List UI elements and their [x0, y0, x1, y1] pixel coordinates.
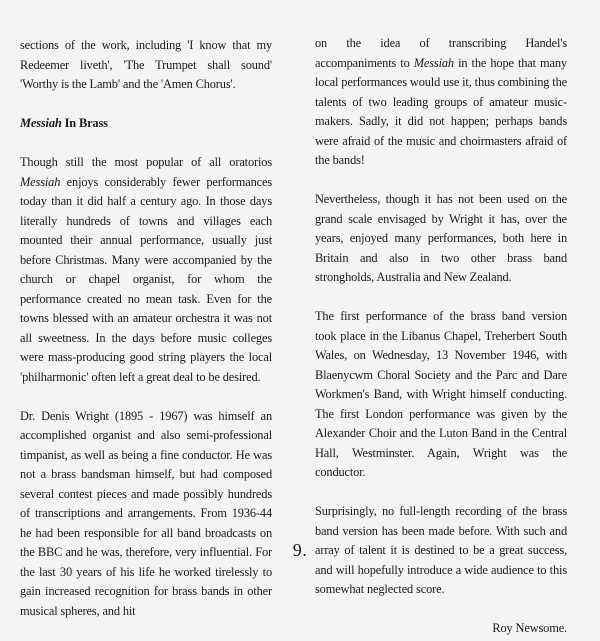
section-heading: [20, 114, 272, 134]
page-number: 9.: [292, 540, 308, 560]
paragraph-first-performance: The first performance of the brass band version took place in the Libanus Chapel, Treherbert South Wales, on Wednesday, 13 November 1946, with Blaenycwm Choral Society and the Parc and Dare Workmen's Band, with Wright himself conducting. The first London performance was given by the Alexander Choir and the Luton Band in the Central Hall, Westminster. Again, Wright was the conductor.: [315, 309, 567, 479]
paragraph-surprisingly: Surprisingly, no full-length recording of the brass band version has been made before. With such and array of talent it is destined to be a great success, and will hopefully introduce a wide audience to this somewhat neglected score.: [315, 504, 567, 596]
author-signature: Roy Newsome.: [492, 621, 567, 635]
paragraph-nevertheless: Nevertheless, though it has not been used on the grand scale envisaged by Wright it has, over the years, enjoyed many performances, both here in Britain and also in two other brass band strongholds, Australia and New Zealand.: [315, 192, 567, 284]
heading-rest: In Brass: [61, 116, 108, 130]
paragraph-handel: [315, 34, 567, 171]
p1-post: enjoys considerably fewer performances today than it did half a century ago. In those days literally hundreds of towns and villages each mounted their annual performance, usually just before Christmas. Many were accompanied by the church or chapel organist, for whom the performance created no mean task. Even for the towns blessed with an amateur orchestra it was not all sweetness. In the days before music colleges were mass-producing good string players the local 'philharmonic' often left a great deal to be desired.: [20, 174, 272, 384]
heading-italic: Messiah: [20, 116, 62, 130]
p1-italic: Messiah: [20, 174, 61, 189]
r1-pre: on the idea of transcribing Handel's accompaniments to: [315, 36, 567, 70]
intro-paragraph: sections of the work, including 'I know that my Redeemer liveth', 'The Trumpet shall sound' 'Worthy is the Lamb' and the 'Amen Chorus'.: [20, 38, 272, 91]
p1-pre: Though still the most popular of all oratorios: [20, 155, 272, 169]
r1-post: in the hope that many local performances would use it, thus combining the talents of two leading groups of amateur music-makers. Sadly, it did not happen; perhaps bands were afraid of the music and choirmasters afraid of the bands!: [315, 55, 567, 167]
r1-italic: Messiah: [413, 55, 454, 70]
paragraph-oratorios: [20, 153, 272, 387]
paragraph-denis-wright: Dr. Denis Wright (1895 - 1967) was himself an accomplished organist and also semi-professional timpanist, as well as being a fine conductor. He was not a brass bandsman himself, but had composed several contest pieces and made possibly hundreds of transcriptions and arrangements. From 1936-44 he had been responsible for all band broadcasts on the BBC and he was, therefore, very influential. For the last 30 years of his life he worked tirelessly to gain increased recognition for brass bands in other musical spheres, and hit: [20, 408, 272, 618]
